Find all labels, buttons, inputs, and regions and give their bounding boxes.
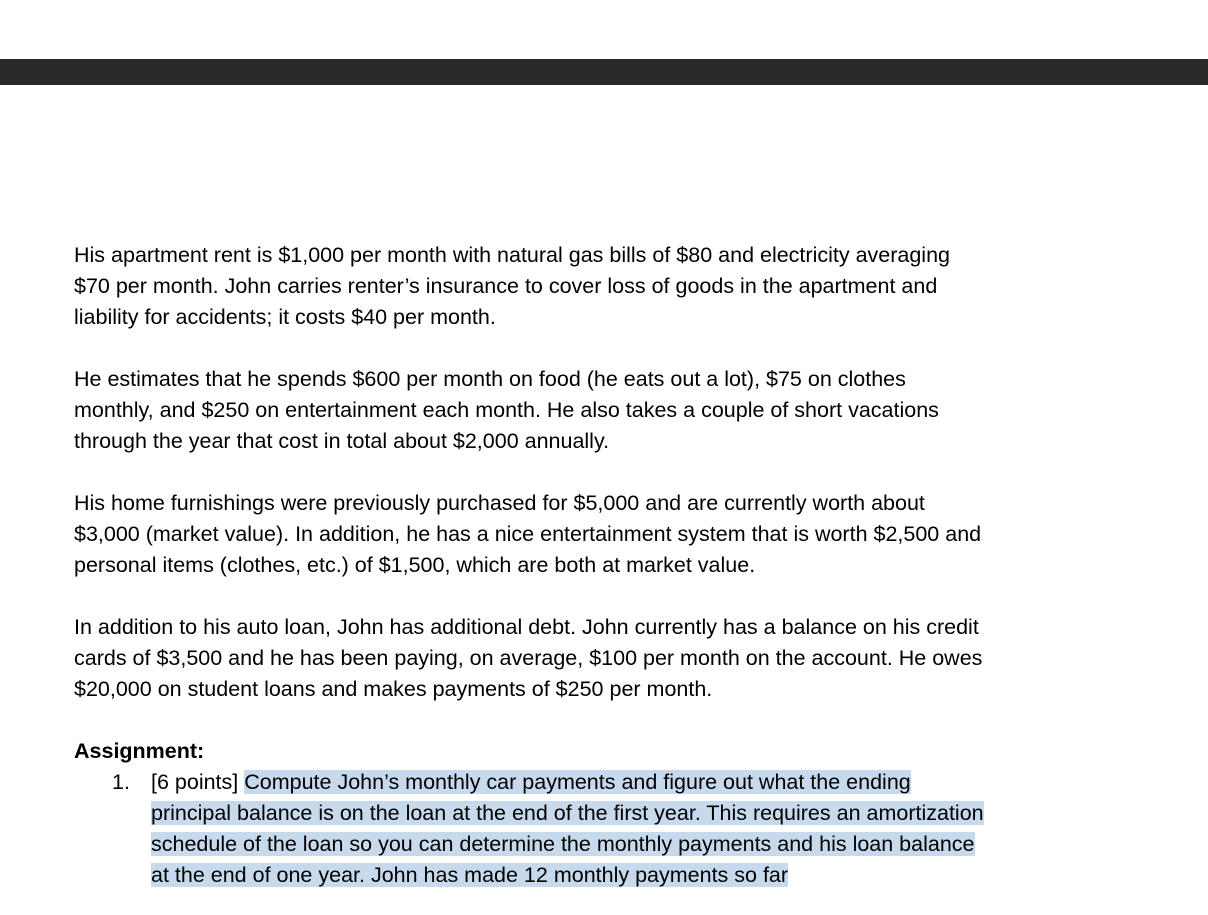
selected-text[interactable]: Compute John’s monthly car payments and figure out what the ending: [244, 770, 911, 794]
text-line: through the year that cost in total about $2,000 annually.: [74, 429, 610, 453]
paragraph-furnishings: [74, 488, 1084, 581]
text-line: [151, 798, 1084, 829]
points-label: [6 points]: [151, 770, 245, 794]
text-line: monthly, and $250 on entertainment each month. He also takes a couple of short vacations: [74, 398, 939, 422]
text-line: His home furnishings were previously purchased for $5,000 and are currently worth about: [74, 491, 925, 515]
selected-text[interactable]: principal balance is on the loan at the end of the first year. This requires an amortization: [151, 801, 984, 825]
window-top-bar: [0, 59, 1208, 85]
text-line: $70 per month. John carries renter’s insurance to cover loss of goods in the apartment and: [74, 274, 938, 298]
text-line: In addition to his auto loan, John has additional debt. John currently has a balance on his credit: [74, 615, 979, 639]
assignment-heading: Assignment:: [74, 739, 205, 763]
selected-text[interactable]: at the end of one year. John has made 12 monthly payments so far: [151, 863, 789, 887]
text-line: He estimates that he spends $600 per month on food (he eats out a lot), $75 on clothes: [74, 367, 906, 391]
paragraph-spending: [74, 364, 1084, 457]
document-page: [74, 240, 1084, 891]
text-line: [151, 860, 1084, 891]
text-line: $20,000 on student loans and makes payments of $250 per month.: [74, 677, 713, 701]
list-number: 1.: [112, 770, 130, 794]
text-line: personal items (clothes, etc.) of $1,500, which are both at market value.: [74, 553, 756, 577]
text-line: liability for accidents; it costs $40 per month.: [74, 305, 496, 329]
text-line: [151, 767, 1084, 798]
text-line: $3,000 (market value). In addition, he has a nice entertainment system that is worth $2,500 and: [74, 522, 982, 546]
selected-text[interactable]: schedule of the loan so you can determine the monthly payments and his loan balance: [151, 832, 975, 856]
assignment-item-1[interactable]: [74, 767, 1084, 891]
paragraph-rent: [74, 240, 1084, 333]
text-line: [151, 829, 1084, 860]
paragraph-debt: [74, 612, 1084, 705]
text-line: cards of $3,500 and he has been paying, on average, $100 per month on the account. He owes: [74, 646, 983, 670]
text-line: His apartment rent is $1,000 per month with natural gas bills of $80 and electricity averaging: [74, 243, 950, 267]
